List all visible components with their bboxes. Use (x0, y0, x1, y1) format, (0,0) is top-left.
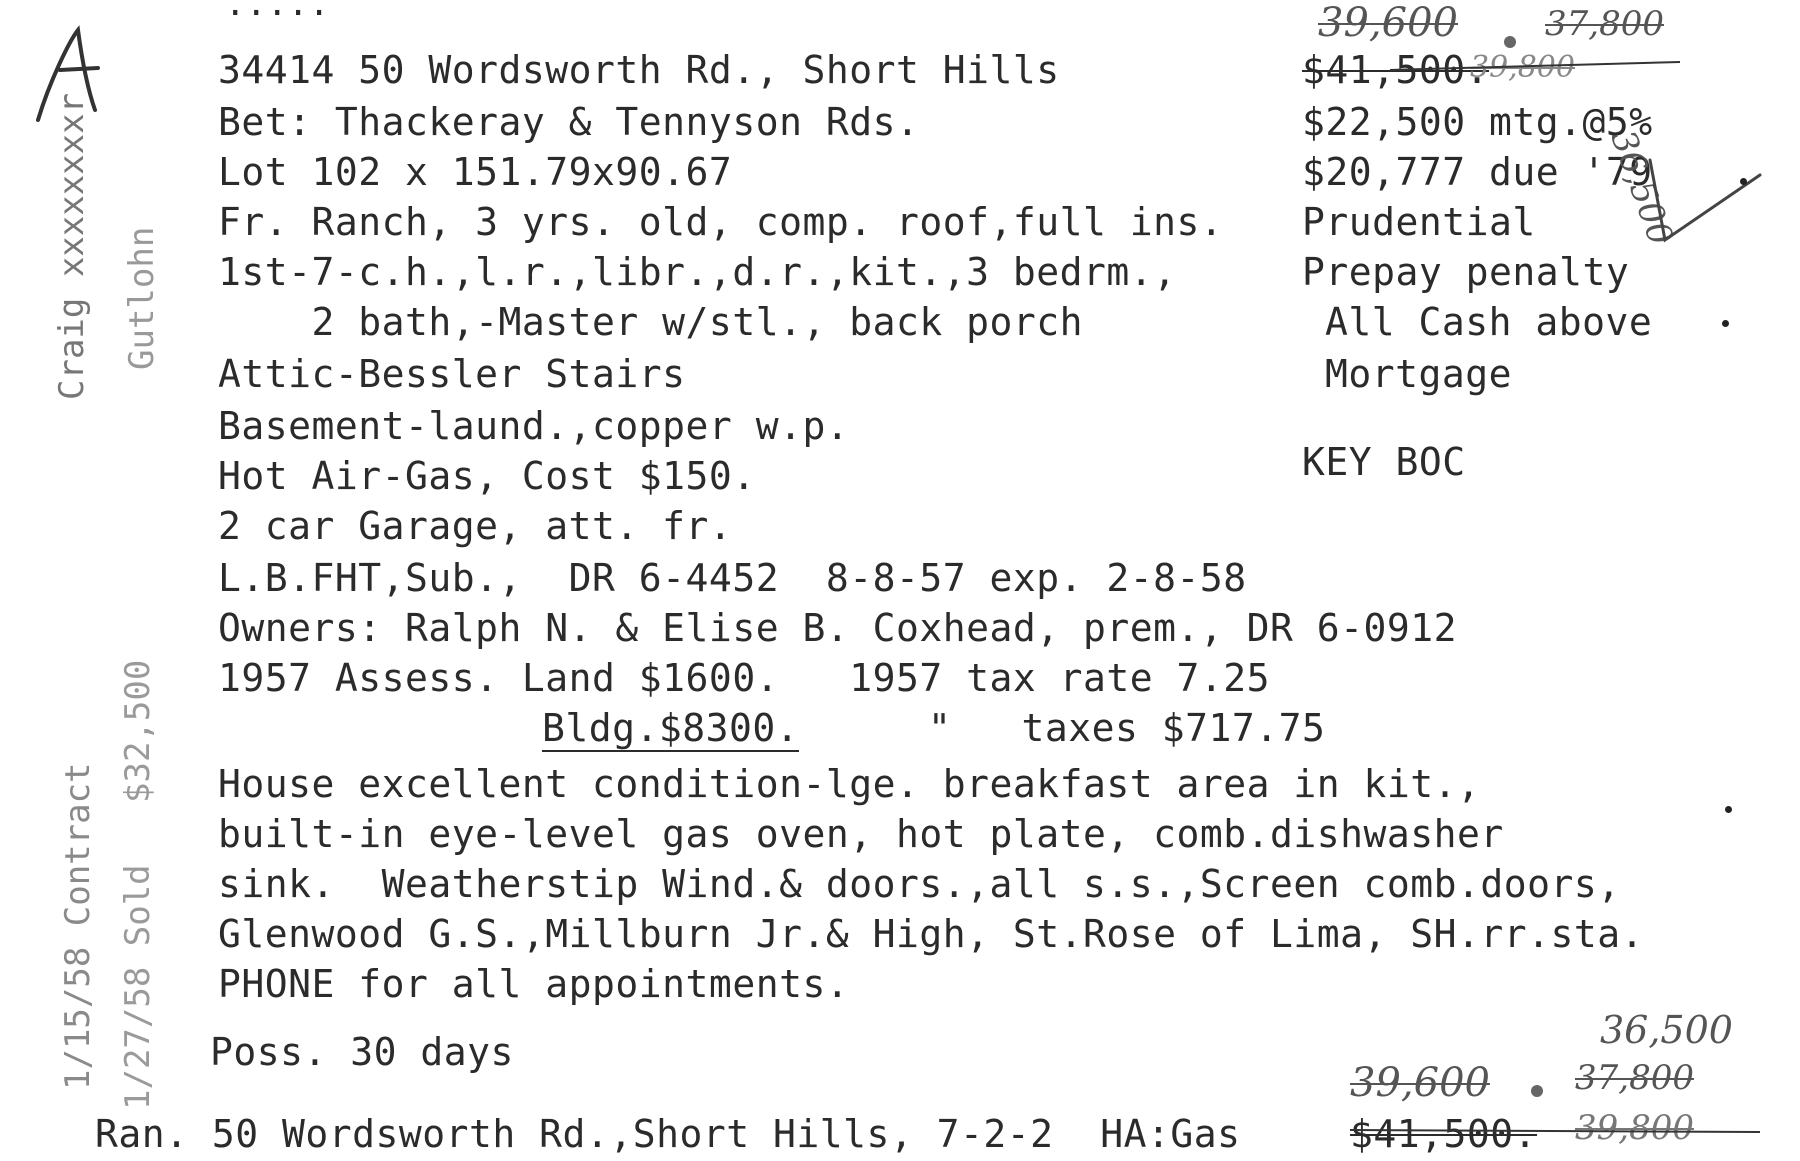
handwritten-price-bottom-1: 36,500 (1600, 1008, 1733, 1052)
pen-stroke-top (1390, 62, 1680, 70)
pen-stroke-bottom (1350, 1130, 1760, 1132)
agent-name: Gutlohn (122, 226, 162, 370)
description-line-2: built-in eye-level gas oven, hot plate, comb.dishwasher (218, 812, 1504, 856)
ranch-line: Fr. Ranch, 3 yrs. old, comp. roof,full ins. (218, 200, 1224, 244)
price-original: $41,500. (1302, 48, 1490, 92)
cash-line: All Cash above (1325, 300, 1653, 344)
checkmark-icon (1650, 160, 1760, 240)
due-line: $20,777 due '79 (1302, 150, 1653, 194)
heating-line: Hot Air-Gas, Cost $150. (218, 454, 756, 498)
prepay-line: Prepay penalty (1302, 250, 1630, 294)
description-line-3: sink. Weatherstip Wind.& doors.,all s.s.,Screen comb.doors, (218, 862, 1621, 906)
rooms-line: 1st-7-c.h.,l.r.,libr.,d.r.,kit.,3 bedrm., (218, 250, 1177, 294)
address-line: 34414 50 Wordsworth Rd., Short Hills (218, 48, 1060, 92)
listing-info-line: L.B.FHT,Sub., DR 6-4452 8-8-57 exp. 2-8-58 (218, 556, 1247, 600)
attic-line: Attic-Bessler Stairs (218, 352, 686, 396)
description-line-1: House excellent condition-lge. breakfast area in kit., (218, 762, 1481, 806)
possession-line: Poss. 30 days (210, 1030, 514, 1074)
phone-line: PHONE for all appointments. (218, 962, 850, 1006)
handwritten-price-2: 37,800 (1545, 4, 1664, 44)
handwritten-price-1: 39,600 (1318, 0, 1458, 46)
summary-price: $41,500. (1350, 1112, 1538, 1156)
mortgage-line: $22,500 mtg.@5% (1302, 100, 1653, 144)
ink-dot-top (1504, 36, 1516, 48)
key-line: KEY BOC (1302, 440, 1466, 484)
agent-note: Craig xxxxxxxxr (52, 92, 92, 400)
margin-dot (1722, 320, 1729, 327)
bath-line: 2 bath,-Master w/stl., back porch (218, 300, 1083, 344)
lender-line: Prudential (1302, 200, 1536, 244)
ink-dot-bottom (1531, 1085, 1543, 1097)
summary-line: Ran. 50 Wordsworth Rd.,Short Hills, 7-2-2 HA:Gas (95, 1112, 1241, 1156)
handwritten-price-bottom-2: 39,600 (1350, 1060, 1490, 1106)
bldg-value: Bldg.$8300. (542, 706, 800, 750)
top-marks: ..... (225, 0, 330, 24)
lot-line: Lot 102 x 151.79x90.67 (218, 150, 733, 194)
taxes-line: " taxes $717.75 (928, 706, 1326, 750)
handwritten-price-4: 36,500 (1602, 125, 1681, 251)
mortgage-word: Mortgage (1325, 352, 1513, 396)
owners-line: Owners: Ralph N. & Elise B. Coxhead, prem., DR 6-0912 (218, 606, 1458, 650)
contract-date: 1/15/58 Contract (58, 762, 98, 1090)
handwritten-price-bottom-4: 39,800 (1575, 1108, 1694, 1148)
margin-dot (1740, 178, 1747, 185)
assess-line: 1957 Assess. Land $1600. 1957 tax rate 7.25 (218, 656, 1271, 700)
handwritten-price-bottom-3: 37,800 (1575, 1058, 1694, 1098)
schools-line: Glenwood G.S.,Millburn Jr.& High, St.Rose of Lima, SH.rr.sta. (218, 912, 1645, 956)
garage-line: 2 car Garage, att. fr. (218, 504, 733, 548)
margin-dot (1725, 806, 1732, 813)
basement-line: Basement-laund.,copper w.p. (218, 404, 850, 448)
sold-date: 1/27/58 Sold $32,500 (118, 659, 158, 1110)
handwritten-price-3: 39,800 (1470, 50, 1575, 85)
between-line: Bet: Thackeray & Tennyson Rds. (218, 100, 920, 144)
